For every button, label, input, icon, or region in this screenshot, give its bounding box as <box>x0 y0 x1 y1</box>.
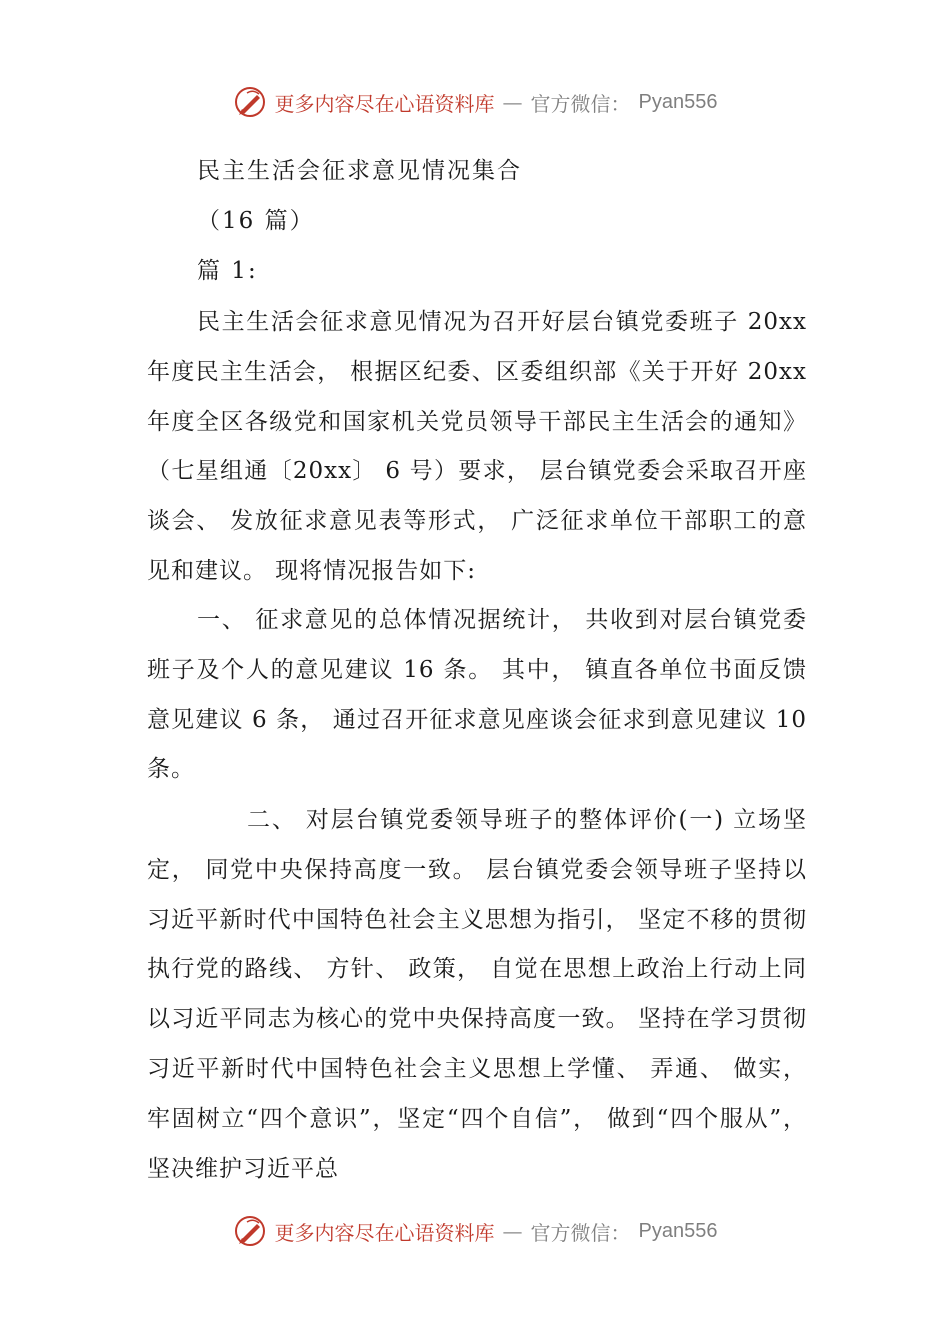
document-count: （16 篇） <box>197 208 315 234</box>
paragraph-3: 二、 对层台镇党委领导班子的整体评价(一) 立场坚定， 同党中央保持高度一致。 层台镇党委会领导班子坚持以习近平新时代中国特色社会主义思想为指引， 坚定不移的贯彻执行党的路线、 方针、 政策， 自觉在思想上政治上行动上同以习近平同志为核心的党中央保持高度一致。 坚持在学习贯彻习近平新时代中国特色社会主义思想上学懂、 弄通、 做实， 牢固树立“四个意识”，坚定“四个自信”， 做到“四个服从”， 坚决维护习近平总 <box>147 807 807 1182</box>
header-watermark-banner <box>0 80 950 124</box>
banner-wechat-id: Pyan556 <box>638 90 718 113</box>
footer-watermark-banner <box>0 1209 950 1253</box>
banner-wechat-label: 官方微信： <box>530 1220 631 1245</box>
banner-red-text: 更多内容尽在心语资料库 <box>274 1220 495 1245</box>
pen-logo-icon <box>233 85 267 119</box>
banner-dash: — <box>502 1219 523 1243</box>
banner-dash: — <box>502 90 523 114</box>
pen-logo-icon <box>233 1214 267 1248</box>
banner-wechat-label: 官方微信： <box>530 91 631 116</box>
document-title: 民主生活会征求意见情况集合 <box>197 158 522 184</box>
paragraph-2: 一、 征求意见的总体情况据统计， 共收到对层台镇党委班子及个人的意见建议 16 条。 其中， 镇直各单位书面反馈意见建议 6 条， 通过召开征求意见座谈会征求到意见建议 10 条。 <box>147 607 807 783</box>
banner-red-text: 更多内容尽在心语资料库 <box>274 91 495 116</box>
paragraph-1: 民主生活会征求意见情况为召开好层台镇党委班子 20xx 年度民主生活会， 根据区纪委、区委组织部《关于开好 20xx 年度全区各级党和国家机关党员领导干部民主生活会的通知》（七星组通〔20xx〕 6 号）要求， 层台镇党委会采取召开座谈会、 发放征求意见表等形式， 广泛征求单位干部职工的意见和建议。 现将情况报告如下: <box>147 309 807 584</box>
banner-wechat-id: Pyan556 <box>638 1219 718 1242</box>
section-label: 篇 1: <box>197 258 258 284</box>
